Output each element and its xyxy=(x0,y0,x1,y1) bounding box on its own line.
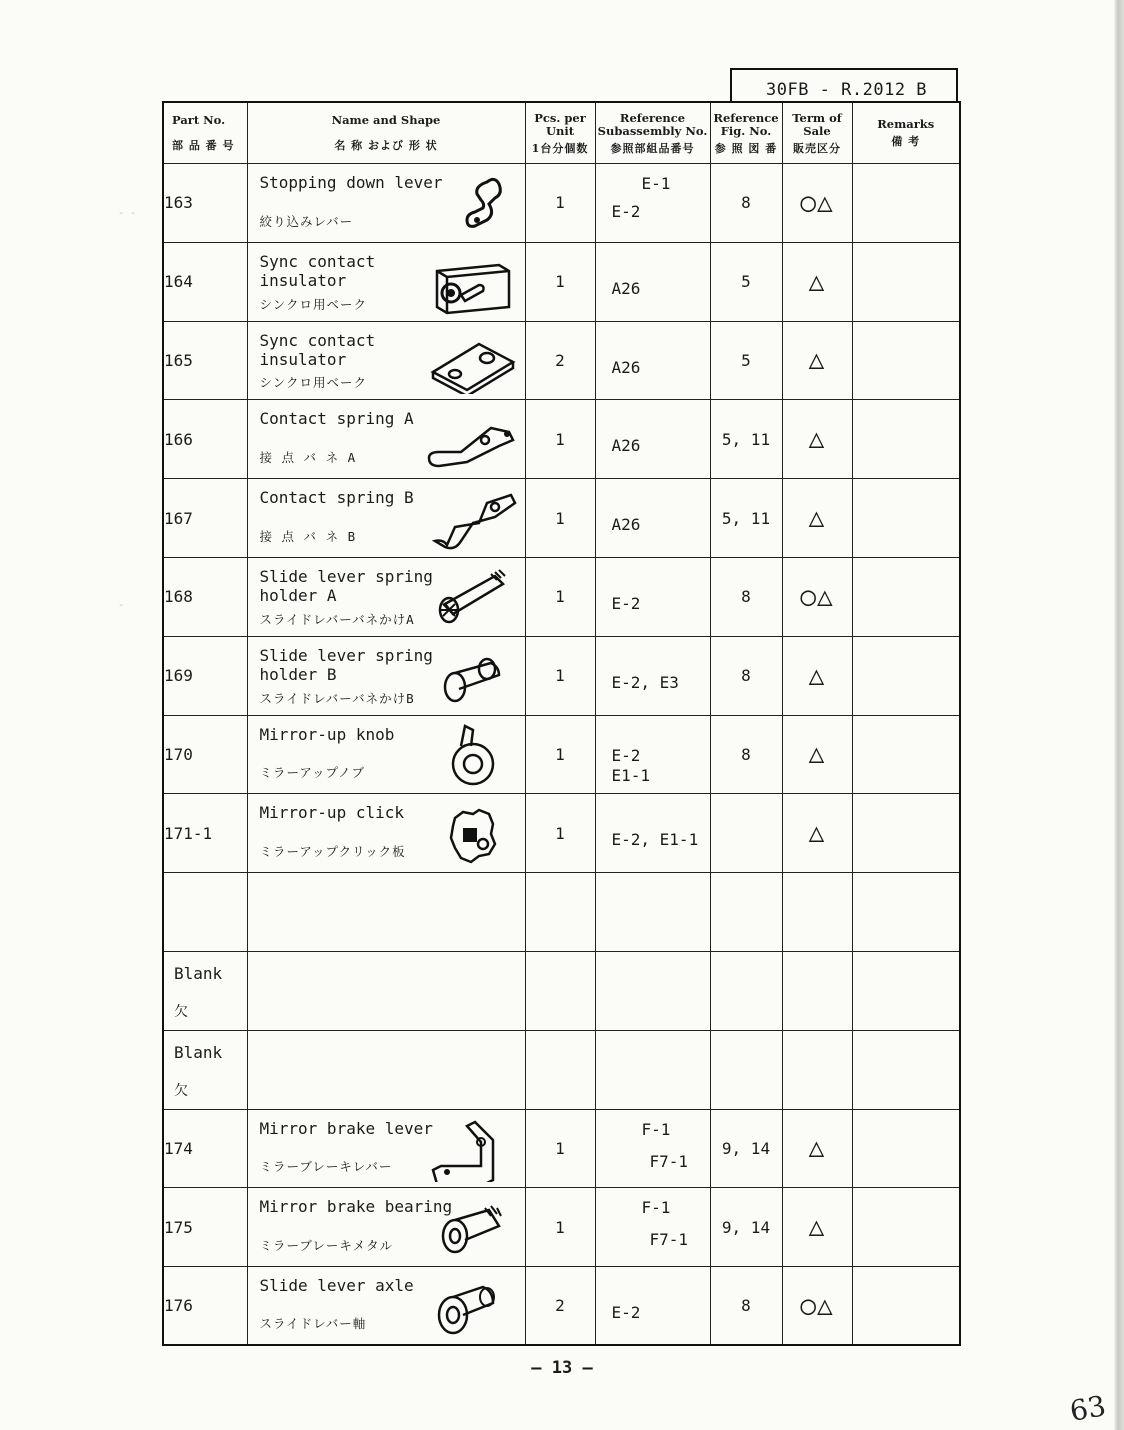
table-row xyxy=(163,164,960,243)
name-shape-cell xyxy=(247,1188,525,1267)
fig-no: 8 xyxy=(710,715,782,794)
subassembly-cell xyxy=(595,242,710,321)
name-shape-cell xyxy=(247,715,525,794)
subassembly-cell xyxy=(595,164,710,243)
name-shape-cell xyxy=(247,400,525,479)
pcs-per-unit: 1 xyxy=(525,557,595,636)
part-number-cell xyxy=(163,873,247,952)
contact-spring-b-icon xyxy=(425,485,517,551)
pcs-per-unit xyxy=(525,951,595,1030)
part-name-en: Contact spring A xyxy=(259,409,414,429)
table-row xyxy=(163,873,960,952)
mirror-up-knob-icon xyxy=(425,722,517,788)
name-shape-cell xyxy=(247,873,525,952)
pcs-per-unit: 2 xyxy=(525,321,595,400)
part-number: 176 xyxy=(164,1296,193,1316)
part-number: Blank xyxy=(174,1042,223,1062)
part-name-jp: シンクロ用ベーク xyxy=(259,375,367,391)
name-shape-cell xyxy=(247,1109,525,1188)
part-number: 165 xyxy=(164,350,193,370)
part-name-jp: スライドレバーバネかけB xyxy=(259,690,415,706)
subassembly-ref: A26 xyxy=(611,515,641,535)
subassembly-ref: F7-1 xyxy=(649,1230,689,1250)
part-name-en: Slide lever axle xyxy=(259,1276,414,1296)
subassembly-cell xyxy=(595,479,710,558)
header-term-of-sale: Term of Sale 販売区分 xyxy=(782,102,852,164)
header-pcs-per-unit: Pcs. per Unit 1台分個数 xyxy=(525,102,595,164)
subassembly-ref: F-1 xyxy=(641,1198,671,1218)
term-of-sale xyxy=(782,1030,852,1109)
table-row xyxy=(163,479,960,558)
fig-no: 5, 11 xyxy=(710,400,782,479)
pcs-per-unit: 1 xyxy=(525,1188,595,1267)
part-name-en: Contact spring B xyxy=(259,488,414,508)
name-shape-cell xyxy=(247,321,525,400)
subassembly-cell xyxy=(595,1267,710,1346)
brake-lever-icon xyxy=(425,1116,517,1182)
subassembly-ref: E-1 xyxy=(641,174,671,193)
remarks-cell xyxy=(852,1109,960,1188)
term-of-sale: △ xyxy=(782,1109,852,1188)
header-subassembly: Reference Subassembly No. 参照部組品番号 xyxy=(595,102,710,164)
click-plate-icon xyxy=(425,800,517,866)
term-of-sale: △ xyxy=(782,242,852,321)
subassembly-ref: E-2 xyxy=(611,745,641,765)
part-name-jp: 絞り込みレバー xyxy=(259,213,354,229)
insulator-block-icon xyxy=(425,249,517,315)
spring-holder-b-icon xyxy=(425,643,517,709)
subassembly-cell xyxy=(595,636,710,715)
table-row xyxy=(163,400,960,479)
table-row xyxy=(163,794,960,873)
header-name-shape: Name and Shape 名 称 および 形 状 xyxy=(247,102,525,164)
table-row xyxy=(163,636,960,715)
pcs-per-unit: 1 xyxy=(525,794,595,873)
part-name-en: Sync contact insulator xyxy=(259,330,376,369)
part-number-cell xyxy=(163,636,247,715)
spring-holder-a-icon xyxy=(425,564,517,630)
pcs-per-unit xyxy=(525,1030,595,1109)
subassembly-ref: A26 xyxy=(611,278,641,298)
part-number-cell xyxy=(163,1188,247,1267)
subassembly-ref: E1-1 xyxy=(611,765,651,785)
part-number: 171-1 xyxy=(164,823,213,843)
table-row xyxy=(163,557,960,636)
subassembly-ref: F7-1 xyxy=(649,1151,689,1171)
fig-no xyxy=(710,1030,782,1109)
part-number: Blank xyxy=(174,963,223,983)
name-shape-cell xyxy=(247,636,525,715)
name-shape-cell xyxy=(247,794,525,873)
fig-no: 8 xyxy=(710,1267,782,1346)
remarks-cell xyxy=(852,321,960,400)
part-name-en: Stopping down lever xyxy=(259,173,443,192)
header-fig-no: Reference Fig. No. 参 照 図 番 xyxy=(710,102,782,164)
scan-mark: - xyxy=(118,600,125,611)
term-of-sale xyxy=(782,873,852,952)
part-name-jp: ミラーブレーキメタル xyxy=(259,1238,394,1254)
part-name-jp: スライドレバーバネかけA xyxy=(259,611,415,627)
fig-no: 5 xyxy=(710,321,782,400)
subassembly-ref: A26 xyxy=(611,357,641,377)
part-number-cell xyxy=(163,1109,247,1188)
part-name-jp: スライドレバー軸 xyxy=(259,1316,367,1332)
lever-axle-icon xyxy=(425,1273,517,1339)
term-of-sale: ○△ xyxy=(782,164,852,243)
pcs-per-unit: 1 xyxy=(525,400,595,479)
pcs-per-unit: 2 xyxy=(525,1267,595,1346)
term-of-sale: △ xyxy=(782,794,852,873)
header-part-no: Part No. 部 品 番 号 xyxy=(163,102,247,164)
name-shape-cell xyxy=(247,557,525,636)
pcs-per-unit xyxy=(525,873,595,952)
remarks-cell xyxy=(852,242,960,321)
handwritten-page-number: 63 xyxy=(1067,1389,1109,1428)
term-of-sale: ○△ xyxy=(782,1267,852,1346)
document-code-box xyxy=(730,68,958,101)
remarks-cell xyxy=(852,557,960,636)
pcs-per-unit: 1 xyxy=(525,636,595,715)
part-number: 170 xyxy=(164,744,193,764)
pcs-per-unit: 1 xyxy=(525,242,595,321)
part-number: 174 xyxy=(164,1138,193,1158)
pcs-per-unit: 1 xyxy=(525,715,595,794)
subassembly-cell xyxy=(595,873,710,952)
remarks-cell xyxy=(852,1267,960,1346)
subassembly-ref: E-2, E3 xyxy=(611,672,679,692)
subassembly-ref: A26 xyxy=(611,436,641,456)
term-of-sale: △ xyxy=(782,636,852,715)
remarks-cell xyxy=(852,164,960,243)
table-row xyxy=(163,1109,960,1188)
remarks-cell xyxy=(852,400,960,479)
part-number-cell xyxy=(163,242,247,321)
term-of-sale: △ xyxy=(782,715,852,794)
subassembly-ref: E-2 xyxy=(611,1303,641,1323)
remarks-cell xyxy=(852,794,960,873)
table-row xyxy=(163,715,960,794)
part-number: 166 xyxy=(164,429,193,449)
page-edge-shadow xyxy=(1114,0,1124,1430)
subassembly-ref: E-2 xyxy=(611,202,641,221)
part-name-jp: シンクロ用ベーク xyxy=(259,296,367,312)
page-footer: — 13 — xyxy=(531,1358,593,1378)
remarks-cell xyxy=(852,636,960,715)
subassembly-cell xyxy=(595,715,710,794)
table-row xyxy=(163,321,960,400)
bent-lever-icon xyxy=(425,170,517,236)
part-name-en: Sync contact insulator xyxy=(259,251,376,290)
fig-no: 5, 11 xyxy=(710,479,782,558)
term-of-sale: ○△ xyxy=(782,557,852,636)
part-name-en: Slide lever spring holder B xyxy=(259,645,433,684)
part-name-en: Mirror-up knob xyxy=(259,724,395,744)
part-number-cell xyxy=(163,400,247,479)
remarks-cell xyxy=(852,479,960,558)
fig-no: 8 xyxy=(710,557,782,636)
brake-bearing-icon xyxy=(425,1194,517,1260)
table-row xyxy=(163,1188,960,1267)
fig-no: 9, 14 xyxy=(710,1188,782,1267)
part-name-jp: ミラーブレーキレバー xyxy=(259,1159,393,1175)
name-shape-cell xyxy=(247,479,525,558)
subassembly-ref: E-2 xyxy=(611,593,641,613)
part-number-jp: 欠 xyxy=(174,1003,188,1020)
subassembly-cell xyxy=(595,400,710,479)
part-name-en: Mirror brake lever xyxy=(259,1118,433,1138)
subassembly-cell xyxy=(595,1030,710,1109)
term-of-sale: △ xyxy=(782,400,852,479)
remarks-cell xyxy=(852,715,960,794)
name-shape-cell xyxy=(247,1030,525,1109)
part-number-cell xyxy=(163,557,247,636)
subassembly-cell xyxy=(595,794,710,873)
pcs-per-unit: 1 xyxy=(525,164,595,243)
part-number-cell xyxy=(163,794,247,873)
name-shape-cell xyxy=(247,242,525,321)
pcs-per-unit: 1 xyxy=(525,479,595,558)
term-of-sale: △ xyxy=(782,321,852,400)
fig-no: 8 xyxy=(710,636,782,715)
part-number: 175 xyxy=(164,1217,193,1237)
name-shape-cell xyxy=(247,164,525,243)
part-number: 168 xyxy=(164,587,193,607)
subassembly-cell xyxy=(595,1188,710,1267)
part-name-en: Mirror brake bearing xyxy=(259,1197,453,1217)
part-name-en: Mirror-up click xyxy=(259,803,404,823)
subassembly-cell xyxy=(595,951,710,1030)
part-number-cell xyxy=(163,1267,247,1346)
table-row xyxy=(163,1030,960,1109)
part-name-jp: ミラーアップノブ xyxy=(259,765,366,781)
table-row xyxy=(163,1267,960,1346)
part-number: 167 xyxy=(164,508,193,528)
name-shape-cell xyxy=(247,951,525,1030)
table-row xyxy=(163,242,960,321)
table-row xyxy=(163,951,960,1030)
part-name-jp: ミラーアップクリック板 xyxy=(259,844,406,860)
pcs-per-unit: 1 xyxy=(525,1109,595,1188)
subassembly-cell xyxy=(595,321,710,400)
parts-table xyxy=(162,101,961,1346)
part-number-cell xyxy=(163,479,247,558)
insulator-plate-icon xyxy=(425,328,517,394)
part-name-jp: 接 点 バ ネ B xyxy=(259,528,357,544)
term-of-sale: △ xyxy=(782,479,852,558)
fig-no: 9, 14 xyxy=(710,1109,782,1188)
header-remarks: Remarks 備 考 xyxy=(852,102,960,164)
document-code: 30FB - R.2012 B xyxy=(766,80,928,100)
remarks-cell xyxy=(852,1030,960,1109)
part-number: 163 xyxy=(164,193,193,213)
part-number-cell xyxy=(163,321,247,400)
part-number-cell xyxy=(163,164,247,243)
part-number: 169 xyxy=(164,666,193,686)
table-header-row xyxy=(163,102,960,164)
part-name-jp: 接 点 バ ネ A xyxy=(259,450,357,466)
remarks-cell xyxy=(852,873,960,952)
fig-no xyxy=(710,794,782,873)
part-name-en: Slide lever spring holder A xyxy=(259,566,433,605)
part-number-cell xyxy=(163,715,247,794)
subassembly-cell xyxy=(595,557,710,636)
subassembly-ref: F-1 xyxy=(641,1119,671,1139)
fig-no: 8 xyxy=(710,164,782,243)
fig-no xyxy=(710,873,782,952)
part-number: 164 xyxy=(164,272,193,292)
term-of-sale xyxy=(782,951,852,1030)
name-shape-cell xyxy=(247,1267,525,1346)
subassembly-ref: E-2, E1-1 xyxy=(611,830,699,850)
part-number-cell xyxy=(163,951,247,1030)
remarks-cell xyxy=(852,951,960,1030)
remarks-cell xyxy=(852,1188,960,1267)
contact-spring-a-icon xyxy=(425,406,517,472)
subassembly-cell xyxy=(595,1109,710,1188)
scan-mark: - - xyxy=(118,208,137,219)
fig-no xyxy=(710,951,782,1030)
part-number-jp: 欠 xyxy=(174,1082,188,1099)
term-of-sale: △ xyxy=(782,1188,852,1267)
fig-no: 5 xyxy=(710,242,782,321)
part-number-cell xyxy=(163,1030,247,1109)
